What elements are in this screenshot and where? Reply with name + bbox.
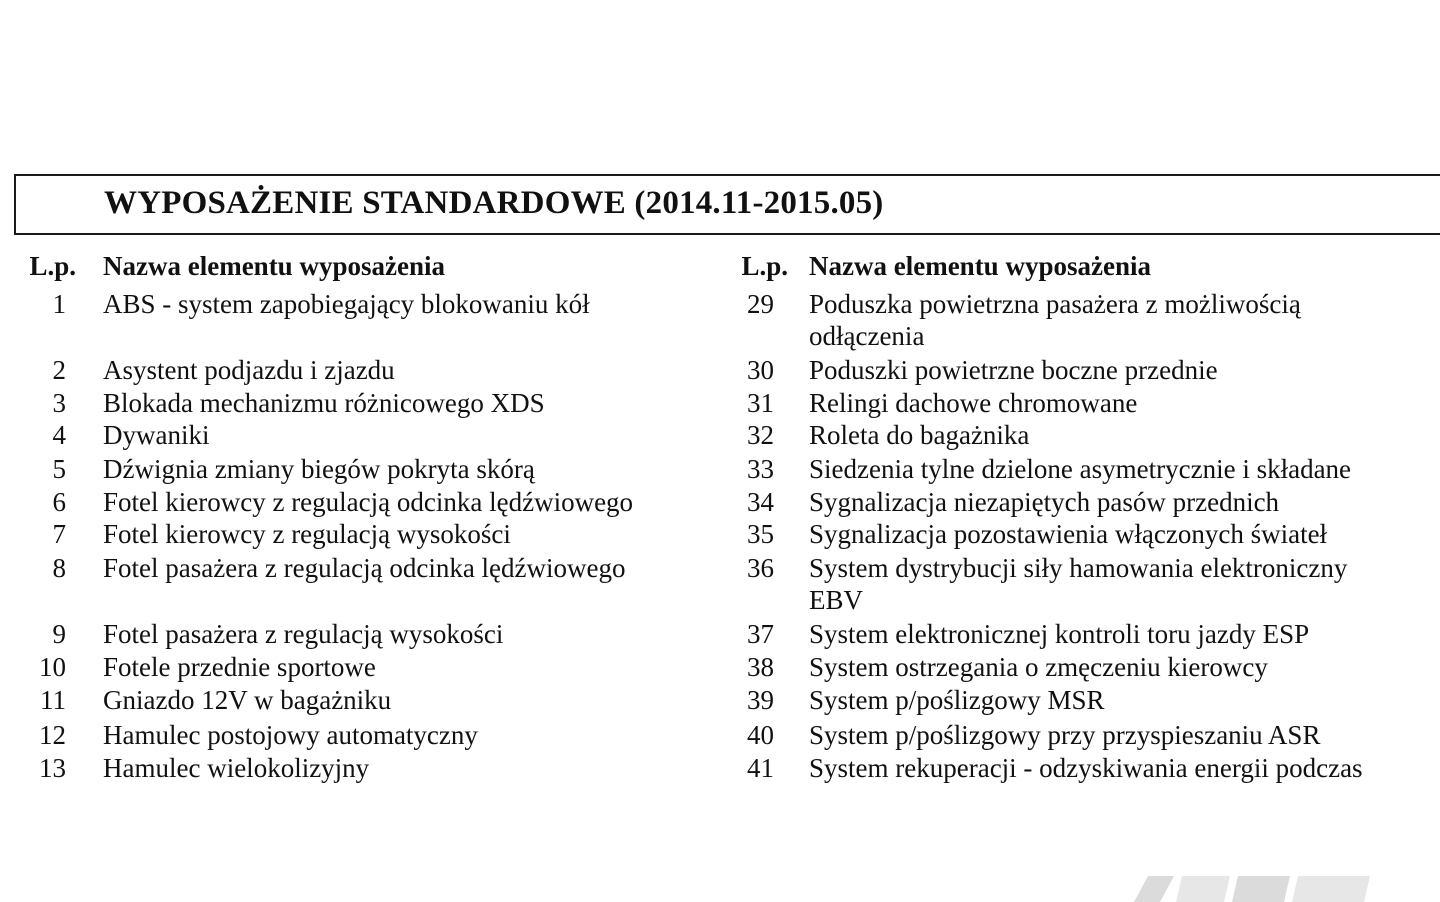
item-text: System rekuperacji - odzyskiwania energii podczas xyxy=(809,753,1363,783)
item-text: Fotel kierowcy z regulacją odcinka lędźwiowego xyxy=(103,487,634,517)
lp-header: L.p. xyxy=(741,251,788,281)
item-text: Poduszki powietrzne boczne przednie xyxy=(809,355,1218,385)
item-text: Asystent podjazdu i zjazdu xyxy=(103,355,395,385)
item-number: 31 xyxy=(747,388,774,418)
item-text: Roleta do bagażnika xyxy=(809,420,1030,450)
item-number: 13 xyxy=(39,753,66,783)
watermark-logo xyxy=(1120,872,1420,902)
item-text: Dźwignia zmiany biegów pokryta skórą xyxy=(103,454,535,484)
item-number: 8 xyxy=(52,553,66,583)
item-number: 7 xyxy=(52,519,66,549)
item-text: Fotel kierowcy z regulacją wysokości xyxy=(103,519,511,549)
name-header: Nazwa elementu wyposażenia xyxy=(103,251,445,281)
item-number: 32 xyxy=(747,420,774,450)
item-number: 12 xyxy=(39,720,66,750)
item-text: Dywaniki xyxy=(103,420,210,450)
item-text: Fotel pasażera z regulacją odcinka lędźwiowego xyxy=(103,553,626,583)
item-number: 39 xyxy=(747,685,774,715)
item-text: Sygnalizacja niezapiętych pasów przednich xyxy=(809,487,1280,517)
item-number: 36 xyxy=(747,553,774,583)
item-number: 29 xyxy=(747,289,774,319)
item-text: System p/poślizgowy przy przyspieszaniu ASR xyxy=(809,720,1321,750)
item-number: 2 xyxy=(52,355,66,385)
watermark-logo-shape xyxy=(1120,872,1420,902)
lp-header: L.p. xyxy=(29,251,76,281)
item-number: 33 xyxy=(747,454,774,484)
item-text: System p/poślizgowy MSR xyxy=(809,685,1105,715)
title-box xyxy=(14,174,1440,235)
item-number: 30 xyxy=(747,355,774,385)
item-number: 5 xyxy=(52,454,66,484)
item-text: Relingi dachowe chromowane xyxy=(809,388,1138,418)
item-number: 37 xyxy=(747,619,774,649)
item-text: System dystrybucji siły hamowania elektroniczny xyxy=(809,553,1348,583)
item-number: 1 xyxy=(52,289,66,319)
item-number: 4 xyxy=(52,420,66,450)
item-number: 9 xyxy=(52,619,66,649)
item-text: Gniazdo 12V w bagażniku xyxy=(103,685,392,715)
item-text: Poduszka powietrzna pasażera z możliwością xyxy=(809,289,1301,319)
item-text: Fotel pasażera z regulacją wysokości xyxy=(103,619,504,649)
item-number: 3 xyxy=(52,388,66,418)
page-title: WYPOSAŻENIE STANDARDOWE (2014.11-2015.05) xyxy=(104,185,884,221)
item-number: 6 xyxy=(52,487,66,517)
item-number: 10 xyxy=(39,652,66,682)
item-text: ABS - system zapobiegający blokowaniu kół xyxy=(103,289,590,319)
item-text: System elektronicznej kontroli toru jazdy ESP xyxy=(809,619,1310,649)
item-number: 40 xyxy=(747,720,774,750)
item-text: Hamulec postojowy automatyczny xyxy=(103,720,478,750)
item-text: Fotele przednie sportowe xyxy=(103,652,376,682)
item-number: 34 xyxy=(747,487,774,517)
item-text: Siedzenia tylne dzielone asymetrycznie i składane xyxy=(809,454,1352,484)
item-number: 35 xyxy=(747,519,774,549)
name-header: Nazwa elementu wyposażenia xyxy=(809,251,1151,281)
item-number: 38 xyxy=(747,652,774,682)
item-text-continued: odłączenia xyxy=(809,321,925,351)
item-text: Hamulec wielokolizyjny xyxy=(103,753,370,783)
item-text: Blokada mechanizmu różnicowego XDS xyxy=(103,388,545,418)
item-number: 41 xyxy=(747,753,774,783)
item-number: 11 xyxy=(40,685,66,715)
item-text: System ostrzegania o zmęczeniu kierowcy xyxy=(809,652,1268,682)
item-text-continued: EBV xyxy=(809,585,863,615)
item-text: Sygnalizacja pozostawienia włączonych świateł xyxy=(809,519,1328,549)
